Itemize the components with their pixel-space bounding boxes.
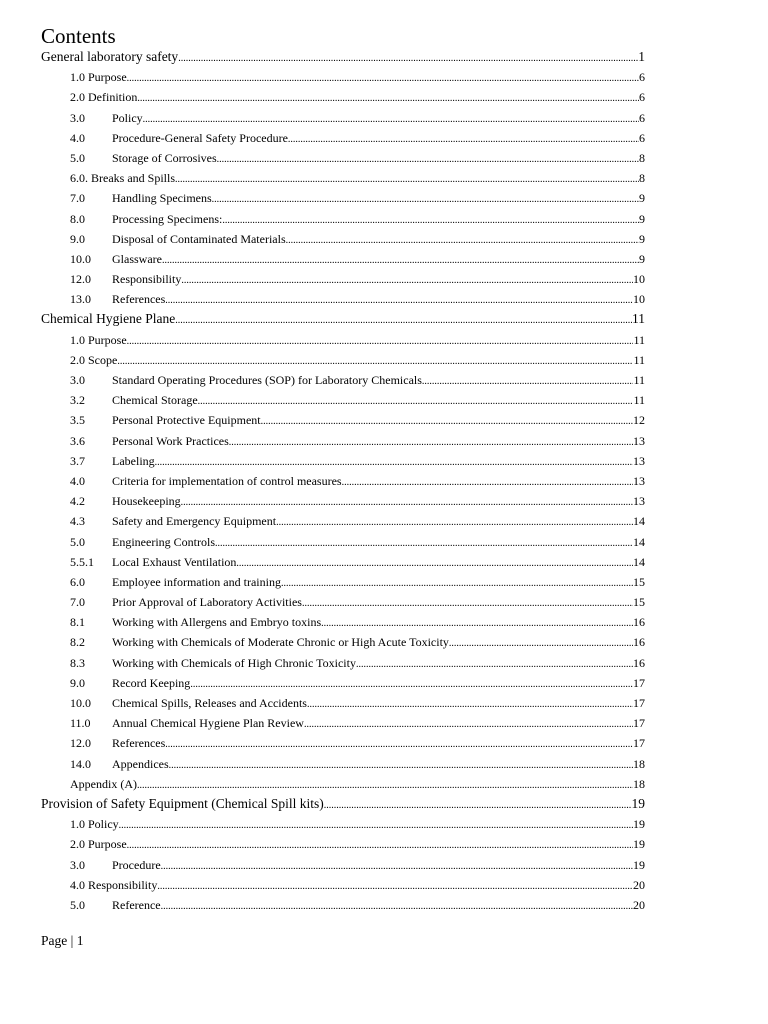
toc-page-number: 9 bbox=[639, 211, 645, 226]
toc-subsection-entry[interactable] bbox=[41, 289, 645, 309]
toc-dot-leader bbox=[119, 816, 633, 834]
page-footer: Page | 1 bbox=[41, 933, 84, 948]
toc-entry-text: General laboratory safety bbox=[41, 49, 179, 64]
toc-entry-text: Processing Specimens: bbox=[112, 211, 223, 226]
toc-subsection-entry[interactable] bbox=[41, 834, 645, 854]
toc-entry-text: Responsibility bbox=[112, 272, 182, 287]
toc-section-entry[interactable] bbox=[41, 309, 645, 329]
toc-dot-leader bbox=[165, 735, 633, 753]
toc-dot-leader bbox=[175, 311, 632, 329]
toc-dot-leader bbox=[217, 150, 639, 168]
toc-entry-text: Annual Chemical Hygiene Plan Review bbox=[112, 716, 304, 731]
toc-subsection-entry[interactable] bbox=[41, 632, 645, 652]
toc-dot-leader bbox=[356, 655, 633, 673]
toc-dot-leader bbox=[198, 392, 634, 410]
toc-page-number: 18 bbox=[633, 756, 645, 771]
toc-entry-text: Reference bbox=[112, 897, 161, 912]
toc-page-number: 9 bbox=[639, 251, 645, 266]
toc-dot-leader bbox=[222, 211, 639, 229]
toc-entry-text: Record Keeping bbox=[112, 675, 191, 690]
toc-subsection-entry[interactable] bbox=[41, 895, 645, 915]
toc-dot-leader bbox=[161, 857, 633, 875]
toc-page-number: 13 bbox=[633, 453, 645, 468]
toc-subsection-entry[interactable] bbox=[41, 471, 645, 491]
toc-dot-leader bbox=[127, 836, 633, 854]
toc-subsection-entry[interactable] bbox=[41, 330, 645, 350]
toc-dot-leader bbox=[127, 332, 634, 350]
toc-entry-text: Prior Approval of Laboratory Activities bbox=[112, 595, 302, 610]
toc-subsection-entry[interactable] bbox=[41, 552, 645, 572]
toc-dot-leader bbox=[169, 756, 633, 774]
toc-dot-leader bbox=[261, 412, 633, 430]
toc-page-number: 16 bbox=[633, 635, 645, 650]
toc-entry-text: Standard Operating Procedures (SOP) for Laboratory Chemicals bbox=[112, 373, 422, 387]
toc-subsection-entry[interactable] bbox=[41, 733, 645, 753]
toc-entry-number: 4.3 bbox=[70, 514, 85, 529]
toc-page-number: 16 bbox=[633, 655, 645, 670]
toc-entry-text: 2.0 Scope bbox=[70, 352, 118, 367]
toc-page-number: 1 bbox=[638, 49, 645, 64]
toc-entry-number: 3.5 bbox=[70, 413, 85, 428]
toc-page-number: 14 bbox=[633, 534, 645, 549]
toc-entry-number: 7.0 bbox=[70, 595, 85, 610]
toc-subsection-entry[interactable] bbox=[41, 269, 645, 289]
toc-entry-number: 5.0 bbox=[70, 897, 85, 912]
toc-page-number: 17 bbox=[633, 696, 645, 710]
toc-page-number: 9 bbox=[639, 191, 645, 206]
toc-dot-leader bbox=[307, 695, 633, 713]
toc-subsection-entry[interactable] bbox=[41, 108, 645, 128]
toc-entry-number: 13.0 bbox=[70, 292, 91, 307]
toc-page-number: 6 bbox=[639, 130, 645, 145]
toc-dot-leader bbox=[324, 796, 632, 814]
toc-subsection-entry[interactable] bbox=[41, 774, 645, 794]
toc-subsection-entry[interactable] bbox=[41, 814, 645, 834]
toc-dot-leader bbox=[449, 634, 633, 652]
toc-entry-number: 3.0 bbox=[70, 857, 85, 872]
toc-list bbox=[41, 47, 645, 915]
toc-subsection-entry[interactable] bbox=[41, 491, 645, 511]
toc-dot-leader bbox=[276, 513, 633, 531]
toc-dot-leader bbox=[161, 897, 633, 915]
toc-subsection-entry[interactable] bbox=[41, 431, 645, 451]
toc-entry-text: 6.0. Breaks and Spills bbox=[70, 171, 175, 186]
toc-entry-text: Criteria for implementation of control measures bbox=[112, 473, 342, 488]
toc-page-number: 13 bbox=[633, 473, 645, 488]
toc-dot-leader bbox=[215, 534, 633, 552]
toc-entry-number: 12.0 bbox=[70, 272, 91, 287]
toc-dot-leader bbox=[229, 433, 633, 451]
toc-subsection-entry[interactable] bbox=[41, 713, 645, 733]
toc-entry-text: Personal Protective Equipment bbox=[112, 413, 261, 428]
toc-entry-text: Appendix (A) bbox=[70, 776, 137, 791]
toc-entry-number: 4.2 bbox=[70, 494, 85, 509]
toc-dot-leader bbox=[321, 614, 633, 632]
toc-subsection-entry[interactable] bbox=[41, 188, 645, 208]
toc-entry-number: 3.0 bbox=[70, 110, 85, 125]
toc-page-number: 20 bbox=[633, 897, 645, 912]
toc-page-number: 15 bbox=[633, 595, 645, 610]
toc-page-number: 19 bbox=[633, 857, 645, 872]
toc-entry-text: 1.0 Purpose bbox=[70, 70, 127, 85]
toc-subsection-entry[interactable] bbox=[41, 350, 645, 370]
toc-entry-number: 8.3 bbox=[70, 655, 85, 670]
toc-dot-leader bbox=[157, 877, 633, 895]
toc-dot-leader bbox=[178, 49, 638, 67]
toc-subsection-entry[interactable] bbox=[41, 875, 645, 895]
toc-subsection-entry[interactable] bbox=[41, 168, 645, 188]
toc-subsection-entry[interactable] bbox=[41, 370, 645, 390]
toc-subsection-entry[interactable] bbox=[41, 511, 645, 531]
toc-dot-leader bbox=[165, 291, 633, 309]
toc-entry-number: 5.0 bbox=[70, 534, 85, 549]
toc-entry-number: 9.0 bbox=[70, 675, 85, 690]
toc-entry-number: 4.0 bbox=[70, 130, 85, 145]
toc-entry-text: Local Exhaust Ventilation bbox=[112, 554, 237, 569]
toc-subsection-entry[interactable] bbox=[41, 451, 645, 471]
toc-entry-text: Storage of Corrosives bbox=[112, 150, 217, 165]
toc-dot-leader bbox=[137, 776, 633, 794]
toc-subsection-entry[interactable] bbox=[41, 592, 645, 612]
toc-entry-text: References bbox=[112, 292, 166, 307]
toc-subsection-entry[interactable] bbox=[41, 653, 645, 673]
toc-entry-text: 1.0 Purpose bbox=[70, 332, 127, 347]
toc-entry-number: 3.2 bbox=[70, 393, 85, 408]
toc-entry-text: Working with Chemicals of Moderate Chronic or High Acute Toxicity bbox=[112, 635, 449, 650]
toc-entry-number: 3.6 bbox=[70, 433, 85, 448]
toc-dot-leader bbox=[281, 574, 633, 592]
toc-subsection-entry[interactable] bbox=[41, 754, 645, 774]
toc-page-number: 8 bbox=[639, 171, 645, 186]
toc-page-number: 19 bbox=[633, 817, 645, 832]
toc-page-number: 15 bbox=[633, 574, 645, 589]
toc-entry-text: Engineering Controls bbox=[112, 534, 215, 549]
toc-entry-text: Chemical Hygiene Plane bbox=[41, 311, 176, 327]
toc-page-number: 6 bbox=[639, 70, 645, 85]
toc-page-number: 18 bbox=[633, 776, 645, 791]
toc-page-number: 6 bbox=[639, 90, 645, 105]
toc-dot-leader bbox=[155, 453, 633, 471]
toc-entry-text: Safety and Emergency Equipment bbox=[112, 514, 277, 529]
toc-section-entry[interactable] bbox=[41, 794, 645, 814]
toc-page-number: 10 bbox=[633, 292, 645, 307]
toc-page-number: 17 bbox=[633, 716, 645, 731]
toc-entry-number: 3.0 bbox=[70, 373, 85, 387]
toc-page-number: 14 bbox=[633, 554, 645, 569]
toc-entry-number: 11.0 bbox=[70, 716, 91, 731]
toc-dot-leader bbox=[117, 352, 633, 370]
toc-entry-text: Provision of Safety Equipment (Chemical Spill kits) bbox=[41, 795, 324, 811]
toc-entry-text: References bbox=[112, 736, 166, 751]
toc-entry-text: Appendices bbox=[112, 756, 169, 771]
toc-page-number: 14 bbox=[633, 514, 645, 529]
toc-entry-number: 8.0 bbox=[70, 211, 85, 226]
toc-subsection-entry[interactable] bbox=[41, 572, 645, 592]
toc-section-entry[interactable] bbox=[41, 47, 645, 67]
toc-entry-number: 10.0 bbox=[70, 251, 91, 266]
toc-entry-text: 2.0 Definition bbox=[70, 90, 138, 105]
toc-dot-leader bbox=[236, 554, 633, 572]
toc-subsection-entry[interactable] bbox=[41, 148, 645, 168]
toc-dot-leader bbox=[302, 594, 633, 612]
toc-dot-leader bbox=[137, 89, 639, 107]
toc-page-number: 20 bbox=[633, 877, 645, 892]
toc-title: Contents bbox=[41, 24, 116, 48]
toc-entry-text: Labeling bbox=[112, 453, 155, 468]
toc-entry-number: 10.0 bbox=[70, 696, 91, 710]
toc-entry-number: 14.0 bbox=[70, 756, 91, 771]
toc-entry-text: 4.0 Responsibility bbox=[70, 877, 158, 892]
toc-subsection-entry[interactable] bbox=[41, 855, 645, 875]
toc-subsection-entry[interactable] bbox=[41, 693, 645, 713]
toc-page-number: 11 bbox=[633, 393, 645, 408]
toc-dot-leader bbox=[342, 473, 633, 491]
toc-dot-leader bbox=[175, 170, 639, 188]
toc-dot-leader bbox=[304, 715, 633, 733]
toc-entry-text: Working with Allergens and Embryo toxins bbox=[112, 615, 322, 630]
toc-dot-leader bbox=[190, 675, 633, 693]
toc-entry-number: 12.0 bbox=[70, 736, 91, 751]
toc-entry-number: 7.0 bbox=[70, 191, 85, 206]
toc-subsection-entry[interactable] bbox=[41, 67, 645, 87]
toc-subsection-entry[interactable] bbox=[41, 532, 645, 552]
toc-page-number: 8 bbox=[639, 150, 645, 165]
toc-dot-leader bbox=[162, 251, 639, 269]
toc-page-number: 6 bbox=[639, 110, 645, 125]
toc-entry-number: 8.2 bbox=[70, 635, 85, 650]
toc-entry-number: 4.0 bbox=[70, 473, 85, 488]
toc-page-number: 11 bbox=[633, 332, 645, 347]
toc-subsection-entry[interactable] bbox=[41, 209, 645, 229]
toc-entry-number: 5.0 bbox=[70, 150, 85, 165]
toc-entry-text: Disposal of Contaminated Materials bbox=[112, 231, 286, 246]
toc-page-number: 11 bbox=[633, 373, 645, 387]
toc-page-number: 19 bbox=[633, 837, 645, 852]
toc-entry-number: 5.5.1 bbox=[70, 554, 94, 569]
toc-page-number: 19 bbox=[631, 795, 645, 811]
toc-dot-leader bbox=[181, 493, 633, 511]
toc-subsection-entry[interactable] bbox=[41, 410, 645, 430]
toc-dot-leader bbox=[422, 372, 634, 390]
toc-page-number: 12 bbox=[633, 413, 645, 428]
toc-dot-leader bbox=[143, 110, 639, 128]
toc-entry-text: Glassware bbox=[112, 251, 162, 266]
toc-subsection-entry[interactable] bbox=[41, 390, 645, 410]
toc-entry-text: Chemical Spills, Releases and Accidents bbox=[112, 696, 307, 710]
toc-entry-text: Personal Work Practices bbox=[112, 433, 229, 448]
toc-subsection-entry[interactable] bbox=[41, 673, 645, 693]
toc-subsection-entry[interactable] bbox=[41, 249, 645, 269]
toc-subsection-entry[interactable] bbox=[41, 229, 645, 249]
toc-entry-text: 1.0 Policy bbox=[70, 817, 119, 832]
toc-dot-leader bbox=[286, 231, 639, 249]
toc-dot-leader bbox=[127, 69, 639, 87]
toc-page-number: 11 bbox=[633, 352, 645, 367]
toc-entry-text: Procedure-General Safety Procedure bbox=[112, 130, 288, 145]
toc-dot-leader bbox=[181, 271, 633, 289]
toc-entry-text: Housekeeping bbox=[112, 494, 181, 509]
toc-page-number: 11 bbox=[632, 311, 645, 327]
toc-subsection-entry[interactable] bbox=[41, 612, 645, 632]
toc-dot-leader bbox=[212, 190, 639, 208]
toc-page-number: 10 bbox=[633, 272, 645, 287]
toc-entry-text: Employee information and training bbox=[112, 574, 281, 589]
toc-dot-leader bbox=[288, 130, 639, 148]
toc-entry-text: Handling Specimens bbox=[112, 191, 212, 206]
toc-page-number: 13 bbox=[633, 494, 645, 509]
toc-page-number: 9 bbox=[639, 231, 645, 246]
toc-page-number: 17 bbox=[633, 675, 645, 690]
toc-entry-text: Chemical Storage bbox=[112, 393, 198, 408]
toc-subsection-entry[interactable] bbox=[41, 128, 645, 148]
toc-entry-text: Policy bbox=[112, 110, 143, 125]
toc-page-number: 17 bbox=[633, 736, 645, 751]
toc-page-number: 16 bbox=[633, 615, 645, 630]
toc-subsection-entry[interactable] bbox=[41, 87, 645, 107]
toc-entry-text: Procedure bbox=[112, 857, 161, 872]
toc-entry-text: Working with Chemicals of High Chronic Toxicity bbox=[112, 655, 356, 670]
toc-page-number: 13 bbox=[633, 433, 645, 448]
toc-entry-number: 9.0 bbox=[70, 231, 85, 246]
toc-entry-number: 8.1 bbox=[70, 615, 85, 630]
toc-entry-text: 2.0 Purpose bbox=[70, 837, 127, 852]
toc-entry-number: 6.0 bbox=[70, 574, 85, 589]
toc-entry-number: 3.7 bbox=[70, 453, 85, 468]
